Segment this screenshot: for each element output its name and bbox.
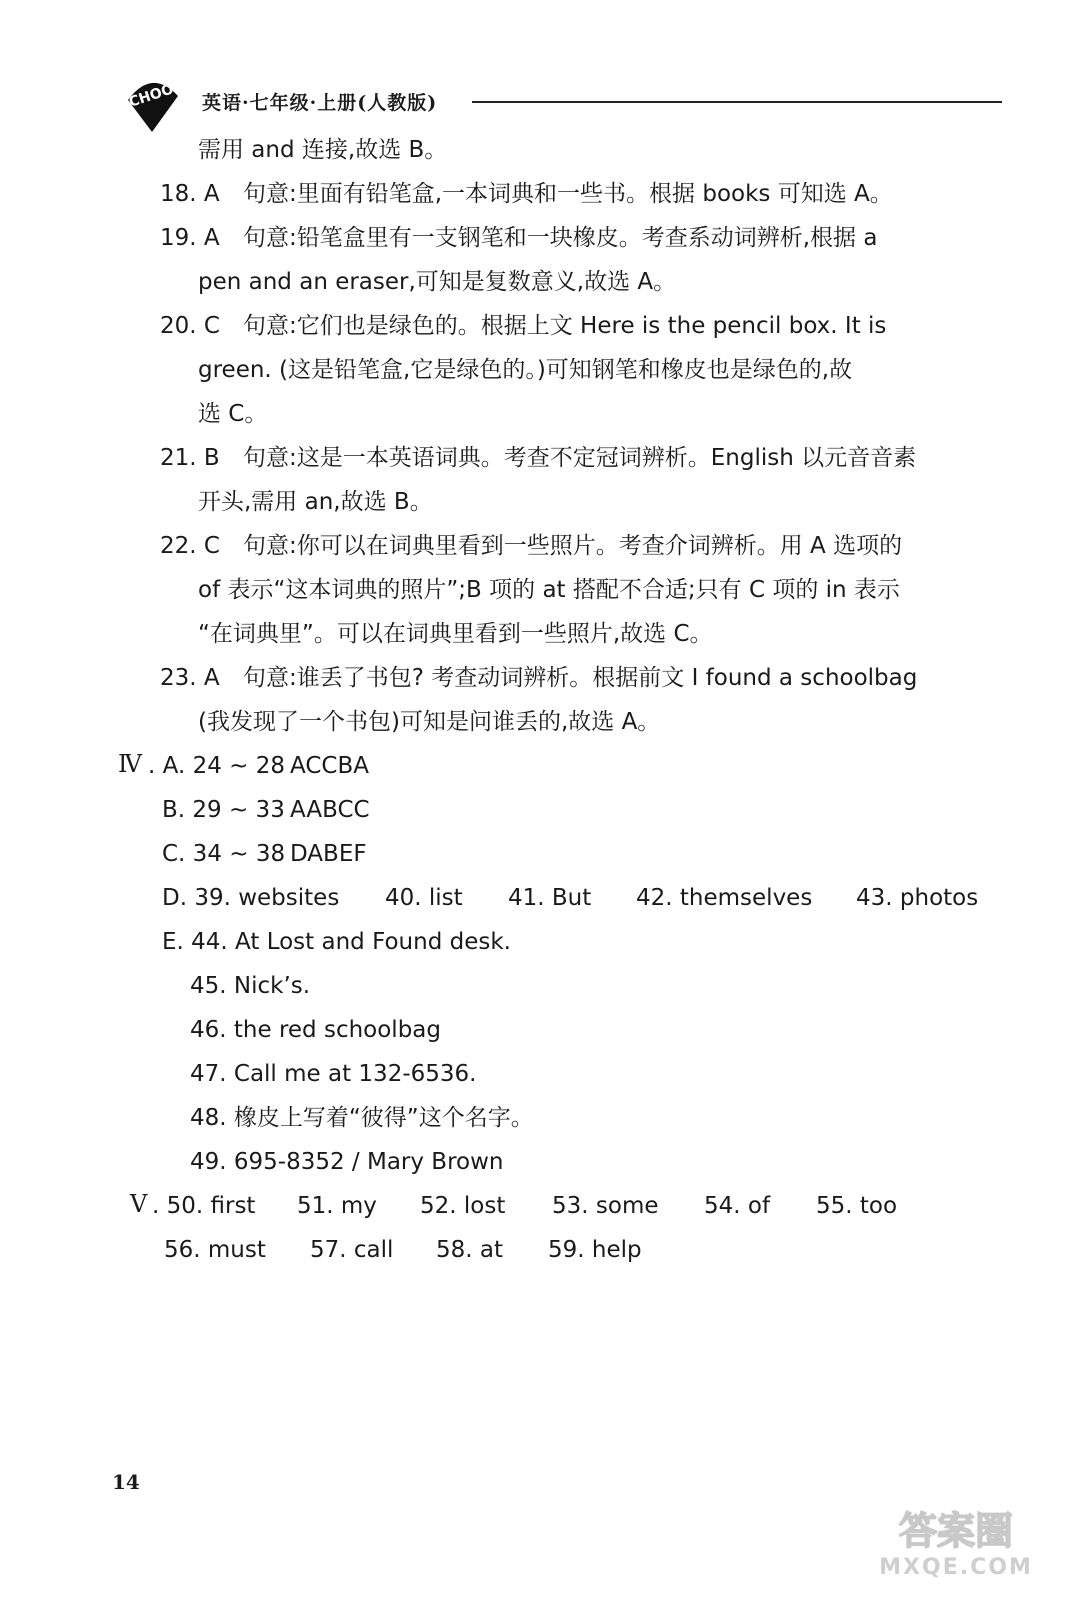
q21-text-1: 句意:这是一本英语词典。考查不定冠词辨析。English 以元音音素: [243, 445, 917, 471]
q20-text-1: 句意:它们也是绿色的。根据上文 Here is the pencil box. It is: [243, 313, 887, 339]
q18-number: 18. A: [160, 181, 220, 207]
q22-text-1: 句意:你可以在词典里看到一些照片。考查介词辨析。用 A 选项的: [243, 533, 903, 559]
q23-text-2: (我发现了一个书包)可知是问谁丢的,故选 A。: [198, 709, 661, 735]
section-5-item: 57. call: [310, 1237, 394, 1263]
section-5-item: 56. must: [164, 1237, 266, 1263]
watermark-bottom-text: MXQE.COM: [879, 1555, 1033, 1580]
section-5-numeral: Ⅴ: [130, 1190, 148, 1218]
section-4c-label: C. 34 ~ 38: [162, 841, 286, 867]
section-4b-label: B. 29 ~ 33: [162, 797, 285, 823]
section-4c-answer: DABEF: [290, 841, 367, 867]
section-4d-item: 40. list: [385, 885, 463, 911]
section-4b-answer: AABCC: [290, 797, 370, 823]
q20-number: 20. C: [160, 313, 220, 339]
section-4a-answer: ACCBA: [290, 753, 369, 779]
watermark-logo-icon: [846, 1502, 1046, 1582]
q20-text-3: 选 C。: [198, 401, 268, 427]
q19-number: 19. A: [160, 225, 220, 251]
q22-text-2: of 表示“这本词典的照片”;B 项的 at 搭配不合适;只有 C 项的 in 表示: [198, 577, 900, 603]
section-5-item: 52. lost: [420, 1193, 506, 1219]
q23-text-1: 句意:谁丢了书包? 考查动词辨析。根据前文 I found a schoolbag: [243, 665, 918, 691]
section-5-item: 51. my: [297, 1193, 377, 1219]
section-4d-item: 42. themselves: [636, 885, 813, 911]
q19-text-2: pen and an eraser,可知是复数意义,故选 A。: [198, 269, 677, 295]
header-title: 英语·七年级·上册(人教版): [202, 92, 438, 114]
section-5-item: 55. too: [816, 1193, 898, 1219]
q21-text-2: 开头,需用 an,故选 B。: [198, 489, 433, 515]
q22-text-3: “在词典里”。可以在词典里看到一些照片,故选 C。: [198, 621, 713, 647]
q19-text-1: 句意:铅笔盒里有一支钢笔和一块橡皮。考查系动词辨析,根据 a: [243, 225, 878, 251]
logo-text: SCHOOL: [117, 78, 185, 114]
page-number: 14: [112, 1470, 140, 1494]
header-rule: [472, 101, 1002, 103]
section-5-item: 53. some: [552, 1193, 659, 1219]
q21-number: 21. B: [160, 445, 220, 471]
section-4d-item: 43. photos: [856, 885, 979, 911]
q22-number: 22. C: [160, 533, 220, 559]
section-5-item: . 50. first: [152, 1193, 256, 1219]
section-4-numeral: Ⅳ: [118, 750, 142, 778]
q23-number: 23. A: [160, 665, 220, 691]
section-4e-item: 46. the red schoolbag: [190, 1017, 441, 1043]
section-4a-label: . A. 24 ~ 28: [148, 753, 286, 779]
section-5-item: 54. of: [704, 1193, 771, 1219]
school-logo-icon: [112, 70, 192, 140]
q20-text-2: green. (这是铅笔盒,它是绿色的。)可知钢笔和橡皮也是绿色的,故: [198, 357, 853, 383]
q18-text: 句意:里面有铅笔盒,一本词典和一些书。根据 books 可知选 A。: [243, 181, 893, 207]
section-4d-item: 41. But: [508, 885, 592, 911]
section-5-item: 59. help: [548, 1237, 642, 1263]
section-4e-item: 45. Nick’s.: [190, 973, 311, 999]
section-4e-item: 47. Call me at 132-6536.: [190, 1061, 477, 1087]
section-4e-item: E. 44. At Lost and Found desk.: [162, 929, 511, 955]
section-4e-item: 49. 695-8352 / Mary Brown: [190, 1149, 504, 1175]
section-4d-item: D. 39. websites: [162, 885, 340, 911]
section-4e-item: 48. 橡皮上写着“彼得”这个名字。: [190, 1105, 534, 1131]
continued-line: 需用 and 连接,故选 B。: [198, 137, 448, 163]
section-5-item: 58. at: [436, 1237, 504, 1263]
watermark-top-text: 答案圈: [898, 1509, 1014, 1553]
